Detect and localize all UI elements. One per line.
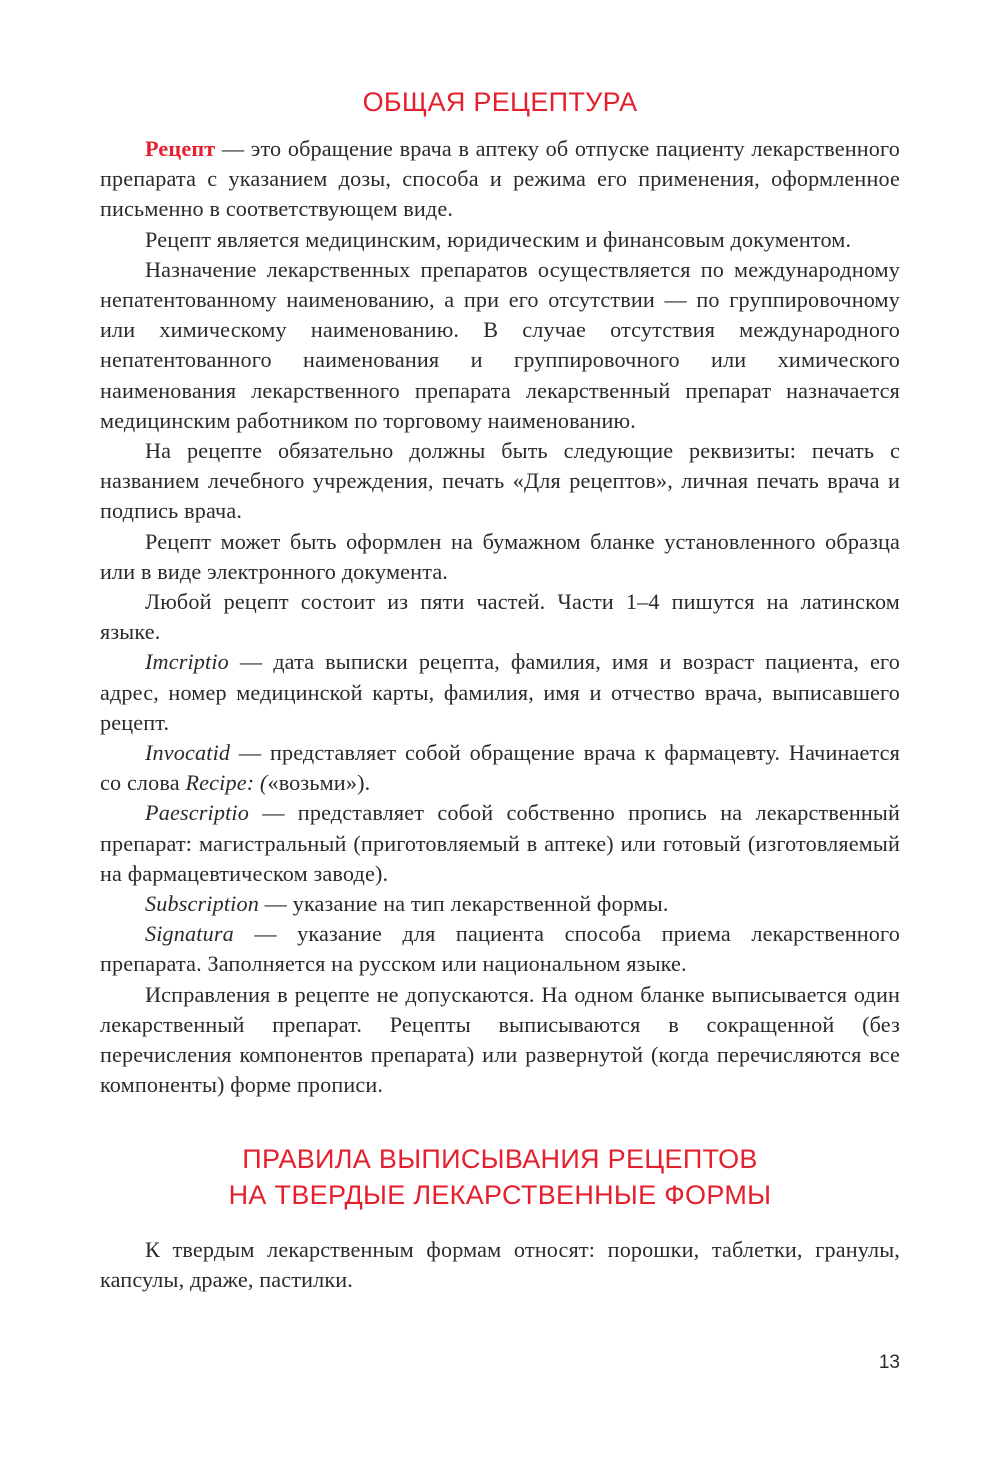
paragraph-solid-forms: К твердым лекарственным формам относят: порошки, таблетки, гранулы, капсулы, драже, пастилки. [100, 1236, 900, 1292]
paragraph-text: — указание на тип лекарственной формы. [258, 891, 669, 917]
paragraph-text: — представляет собой обращение врача к фармацевту. Начинается со слова [100, 740, 900, 796]
section-title-general-prescription: ОБЩАЯ РЕЦЕПТУРА [362, 87, 638, 117]
paragraph-subscriptio [100, 889, 900, 919]
paragraph-naming: Назначение лекарственных препаратов осуществляется по международному непатентованному наименованию, а при его отсутствии — по группировочному или химическому наименованию. В случае отсутствия международного непатентованного наименования и группировочного или химического наименования лекарственного препарата лекарственный препарат назначается медицинским работником по торговому наименованию. [100, 256, 900, 433]
paragraph-praescriptio [100, 798, 900, 889]
term-inscriptio: Imcriptio [145, 649, 229, 675]
paragraph-invocatio [100, 738, 900, 798]
term-recipe-latin: Recipe: ( [185, 770, 268, 796]
paragraph-parts: Любой рецепт состоит из пяти частей. Части 1–4 пишутся на латинском языке. [100, 589, 900, 645]
section-title-line-1: ПРАВИЛА ВЫПИСЫВАНИЯ РЕЦЕПТОВ [242, 1143, 758, 1174]
page-number: 13 [878, 1352, 900, 1373]
paragraph-inscriptio [100, 647, 900, 738]
paragraph-text: — представляет собой собственно пропись на лекарственный препарат: магистральный (приготовляемый в аптеке) или готовый (изготовляемый на фармацевтическом заводе). [100, 800, 900, 886]
paragraph-recipe-document: Рецепт является медицинским, юридическим и финансовым документом. [145, 226, 852, 252]
paragraph-text: — это обращение врача в аптеку об отпуске пациенту лекарственного препарата с указанием дозы, способа и режима его применения, оформленное письменно в соответствующем виде. [100, 136, 900, 222]
section-title-solid-forms [100, 1141, 900, 1213]
paragraph-text: — дата выписки рецепта, фамилия, имя и возраст пациента, его адрес, номер медицинской карты, фамилия, имя и отчество врача, выписавшего рецепт. [100, 649, 900, 735]
paragraph-signatura [100, 919, 900, 979]
paragraph-text: — указание для пациента способа приема лекарственного препарата. Заполняется на русском или национальном языке. [100, 921, 900, 977]
paragraph-corrections: Исправления в рецепте не допускаются. На одном бланке выписывается один лекарственный препарат. Рецепты выписываются в сокращенной (без перечисления компонентов препарата) или развернутой (когда перечисляются все компоненты) форме прописи. [100, 981, 900, 1098]
paragraph-text: «возьми»). [267, 770, 371, 796]
document-page [100, 84, 900, 1295]
paragraph-form: Рецепт может быть оформлен на бумажном бланке установленного образца или в виде электронного документа. [100, 528, 900, 584]
term-invocatio: Invocatid [145, 740, 231, 766]
paragraph-recipe-definition [100, 134, 900, 225]
term-recipe: Рецепт [145, 136, 216, 161]
term-praescriptio: Paescriptio [145, 800, 249, 826]
paragraph-requisites: На рецепте обязательно должны быть следующие реквизиты: печать с названием лечебного учреждения, печать «Для рецептов», личная печать врача и подпись врача. [100, 438, 900, 524]
section-title-line-2: НА ТВЕРДЫЕ ЛЕКАРСТВЕННЫЕ ФОРМЫ [228, 1179, 772, 1210]
term-signatura: Signatura [145, 921, 234, 947]
term-subscriptio: Subscription [145, 891, 259, 917]
